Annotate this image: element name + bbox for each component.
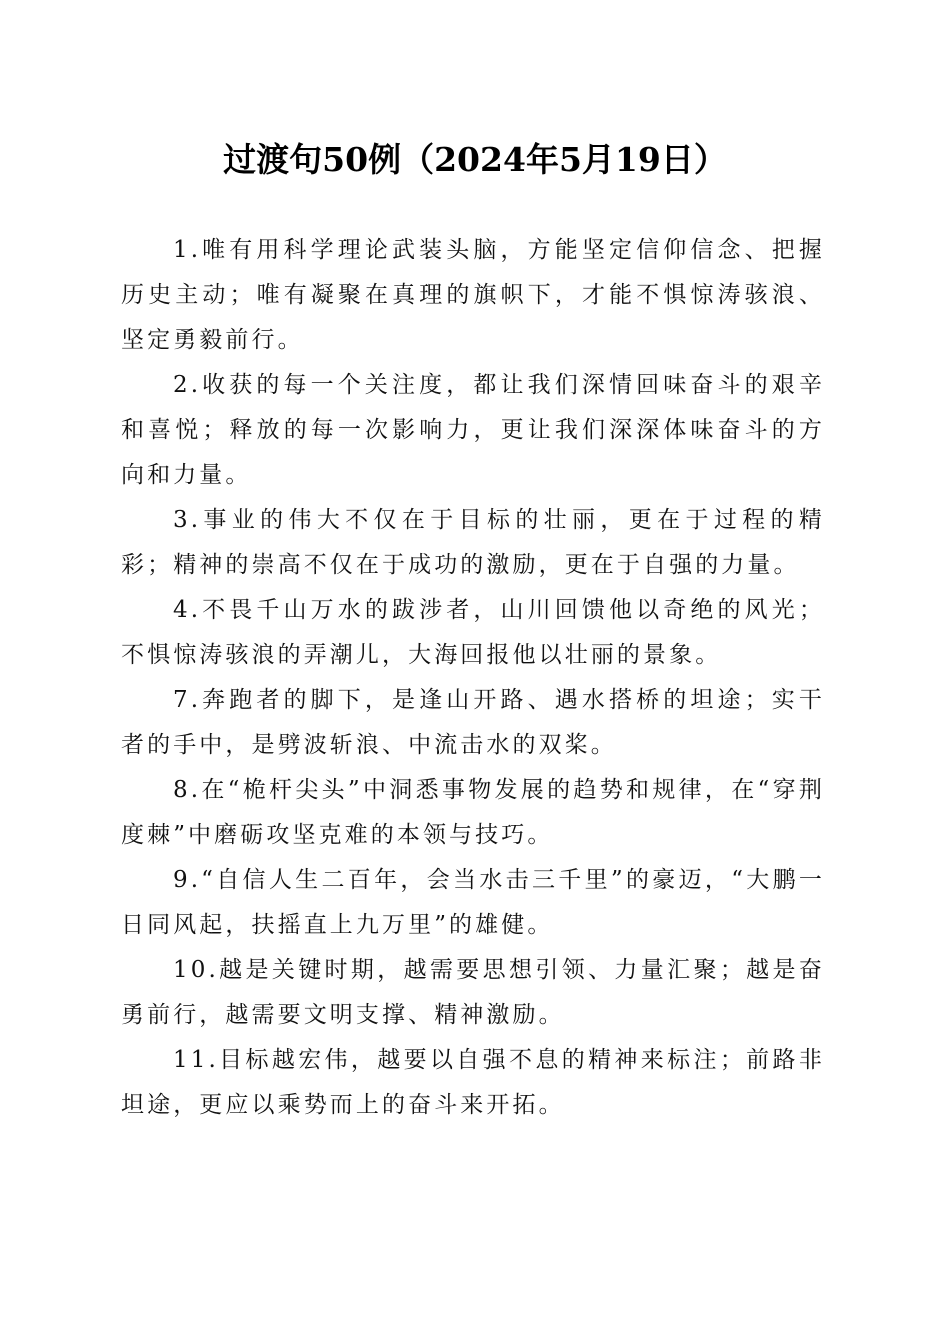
paragraph: 1.唯有用科学理论武装头脑，方能坚定信仰信念、把握历史主动；唯有凝聚在真理的旗帜下，才能不惧惊涛骇浪、坚定勇毅前行。: [121, 237, 825, 353]
paragraph: 10.越是关键时期，越需要思想引领、力量汇聚；越是奋勇前行，越需要文明支撑、精神激励。: [121, 957, 825, 1028]
paragraph: 2.收获的每一个关注度，都让我们深情回味奋斗的艰辛和喜悦；释放的每一次影响力，更让我们深深体味奋斗的方向和力量。: [121, 372, 825, 488]
paragraph: 9.“自信人生二百年，会当水击三千里”的豪迈，“大鹏一日同风起，扶摇直上九万里”的雄健。: [121, 867, 825, 938]
paragraph: 11.目标越宏伟，越要以自强不息的精神来标注；前路非坦途，更应以乘势而上的奋斗来开拓。: [121, 1047, 825, 1118]
document-body: [121, 228, 825, 1128]
paragraph: 4.不畏千山万水的跋涉者，山川回馈他以奇绝的风光；不惧惊涛骇浪的弄潮儿，大海回报他以壮丽的景象。: [121, 597, 825, 668]
paragraph: 7.奔跑者的脚下，是逢山开路、遇水搭桥的坦途；实干者的手中，是劈波斩浪、中流击水的双桨。: [121, 687, 825, 758]
document-title: 过渡句50例（2024年5月19日）: [223, 140, 727, 179]
paragraph: 3.事业的伟大不仅在于目标的壮丽，更在于过程的精彩；精神的崇高不仅在于成功的激励，更在于自强的力量。: [121, 507, 825, 578]
paragraph: 8.在“桅杆尖头”中洞悉事物发展的趋势和规律，在“穿荆度棘”中磨砺攻坚克难的本领与技巧。: [121, 777, 825, 848]
